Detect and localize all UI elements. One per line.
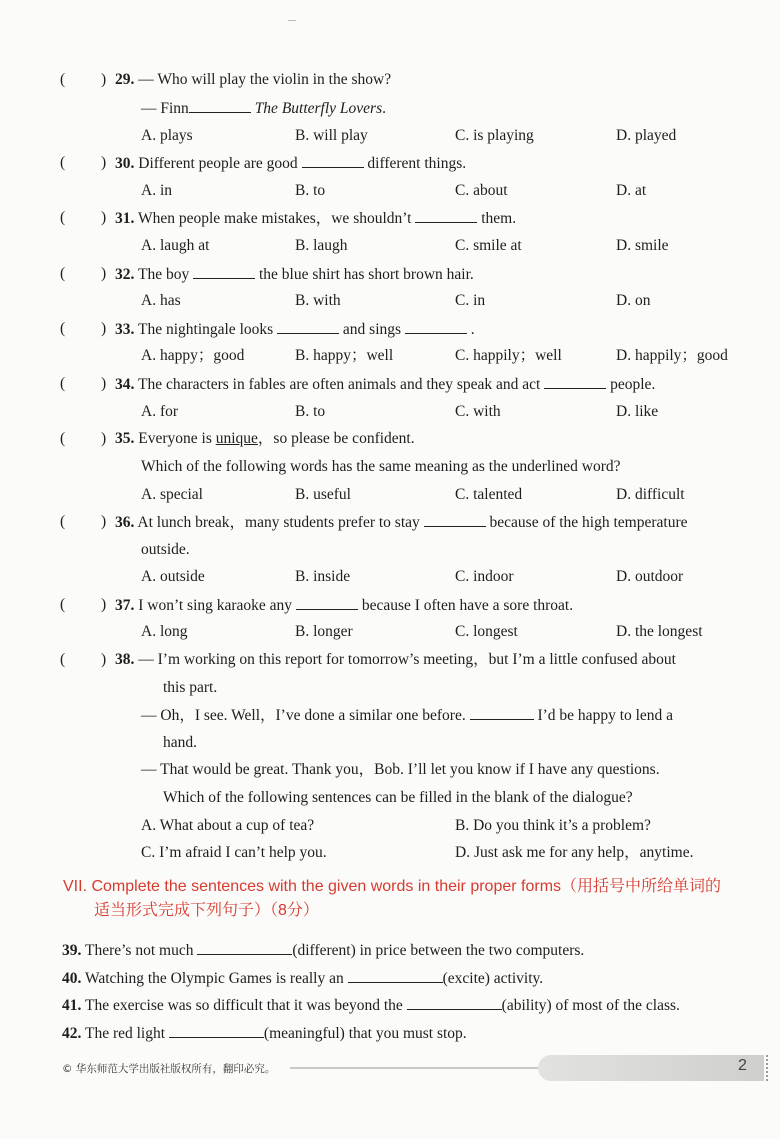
question-number: 39. — [62, 942, 82, 959]
question-number: 32. — [115, 266, 135, 283]
section-heading-line2: 适当形式完成下列句子）（8分） — [94, 902, 319, 919]
answer-paren-open: ( — [60, 430, 66, 447]
question-stem-end: because I often have a sore throat. — [361, 597, 574, 614]
answer-paren-open: ( — [60, 375, 66, 392]
option-d: D. Just ask me for any help，anytime. — [455, 844, 694, 861]
answer-blank — [296, 595, 358, 610]
answer-paren-close: ) — [101, 265, 107, 282]
answer-blank — [277, 319, 339, 334]
option-a: A. outside — [141, 568, 205, 585]
question-number: 41. — [62, 997, 82, 1014]
page-edge-dots — [766, 1055, 772, 1081]
option-c: C. in — [455, 292, 486, 309]
sentence-start: The exercise was so difficult that it was beyond the — [84, 997, 403, 1014]
section-heading-line1: VII. Complete the sentences with the given words in their proper forms（用括号中所给单词的 — [63, 878, 722, 895]
question-number: 30. — [115, 155, 135, 172]
sentence-start: The red light — [84, 1025, 166, 1042]
dialogue-line: — Oh，I see. Well，I’ve done a similar one before. — [141, 707, 466, 724]
answer-paren-close: ) — [101, 209, 107, 226]
answer-paren-open: ( — [60, 513, 66, 530]
question-stem-end: ，so please be confident. — [257, 430, 415, 447]
question-stem-mid: and sings — [342, 321, 402, 338]
option-a: A. long — [141, 623, 188, 640]
answer-paren-close: ) — [101, 320, 107, 337]
answer-paren-open: ( — [60, 651, 66, 668]
question-stem: Different people are good — [138, 155, 298, 172]
option-c: C. talented — [455, 486, 523, 503]
question-stem: The boy — [137, 266, 190, 283]
answer-blank — [189, 98, 251, 113]
question-stem-end: because of the high temperature — [489, 514, 688, 531]
option-b: B. to — [295, 403, 326, 420]
option-b: B. laugh — [295, 237, 348, 254]
dialogue-line: — That would be great. Thank you，Bob. I’ll let you know if I have any questions. — [141, 761, 660, 778]
question-stem: I won’t sing karaoke any — [138, 597, 293, 614]
answer-paren-close: ) — [101, 71, 107, 88]
question-number: 34. — [115, 376, 135, 393]
dialogue-line-end: I’d be happy to lend a — [537, 707, 674, 724]
answer-paren-close: ) — [101, 375, 107, 392]
option-c: C. indoor — [455, 568, 514, 585]
question-number: 36. — [115, 514, 135, 531]
option-b: B. to — [295, 182, 326, 199]
answer-blank — [405, 319, 467, 334]
question-stem-end: them. — [481, 210, 517, 227]
option-a: A. happy；good — [141, 347, 245, 364]
answer-paren-close: ) — [101, 596, 107, 613]
option-d: D. happily；good — [616, 347, 728, 364]
question-stem-end: different things. — [367, 155, 467, 172]
option-d: D. difficult — [616, 486, 685, 503]
option-d: D. smile — [616, 237, 669, 254]
copyright-notice: © 华东师范大学出版社版权所有，翻印必究。 — [62, 1063, 276, 1075]
option-a: A. What about a cup of tea? — [141, 817, 315, 834]
underlined-word: unique — [215, 430, 258, 447]
answer-blank — [302, 153, 364, 168]
option-b: B. will play — [295, 127, 368, 144]
answer-paren-open: ( — [60, 154, 66, 171]
page-number: 2 — [738, 1057, 747, 1074]
dialogue-speaker: — Finn — [141, 100, 189, 117]
option-b: B. longer — [295, 623, 353, 640]
option-d: D. outdoor — [616, 568, 684, 585]
question-stem: When people make mistakes，we shouldn’t — [137, 210, 412, 227]
scan-mark — [288, 20, 296, 21]
title-italic: The Butterfly Lovers — [254, 100, 383, 117]
dialogue-line-wrap: this part. — [163, 679, 218, 696]
option-d: D. at — [616, 182, 647, 199]
section-heading — [63, 875, 762, 923]
option-c: C. with — [455, 403, 501, 420]
answer-blank — [193, 264, 255, 279]
answer-paren-close: ) — [101, 430, 107, 447]
question-number: 35. — [115, 430, 135, 447]
option-a: A. has — [141, 292, 181, 309]
answer-blank — [415, 208, 477, 223]
option-b: B. useful — [295, 486, 351, 503]
sentence-end: (different) in price between the two computers. — [292, 942, 585, 959]
sentence-end: (ability) of most of the class. — [501, 997, 680, 1014]
option-b: B. Do you think it’s a problem? — [455, 817, 651, 834]
option-a: A. plays — [141, 127, 193, 144]
option-c: C. longest — [455, 623, 518, 640]
question-number: 42. — [62, 1025, 82, 1042]
option-b: B. with — [295, 292, 341, 309]
sentence-end: (excite) activity. — [442, 970, 544, 987]
question-number: 40. — [62, 970, 82, 987]
question-stem: At lunch break，many students prefer to stay — [137, 514, 420, 531]
question-stem-wrap: outside. — [141, 541, 190, 558]
option-c: C. smile at — [455, 237, 522, 254]
answer-paren-open: ( — [60, 209, 66, 226]
period: . — [470, 321, 475, 338]
option-a: A. in — [141, 182, 172, 199]
option-c: C. happily；well — [455, 347, 562, 364]
option-a: A. laugh at — [141, 237, 210, 254]
option-c: C. is playing — [455, 127, 534, 144]
sentence-start: There’s not much — [84, 942, 194, 959]
option-b: B. happy；well — [295, 347, 394, 364]
question-number: 33. — [115, 321, 135, 338]
option-b: B. inside — [295, 568, 351, 585]
answer-paren-open: ( — [60, 596, 66, 613]
question-stem-end: the blue shirt has short brown hair. — [258, 266, 474, 283]
option-c: C. I’m afraid I can’t help you. — [141, 844, 327, 861]
question-number: 29. — [115, 71, 135, 88]
answer-paren-close: ) — [101, 513, 107, 530]
option-d: D. played — [616, 127, 677, 144]
answer-paren-close: ) — [101, 154, 107, 171]
question-stem: — Who will play the violin in the show? — [138, 71, 392, 88]
question-stem-end: people. — [610, 376, 656, 393]
answer-blank — [169, 1023, 264, 1038]
question-number: 31. — [115, 210, 135, 227]
answer-paren-close: ) — [101, 651, 107, 668]
answer-blank — [348, 968, 443, 983]
footer-divider — [290, 1067, 540, 1069]
question-prompt: Which of the following words has the same meaning as the underlined word? — [141, 458, 621, 475]
answer-blank — [470, 705, 534, 720]
page-number-tab — [538, 1055, 764, 1081]
answer-paren-open: ( — [60, 265, 66, 282]
period: . — [382, 100, 386, 117]
question-number: 37. — [115, 597, 135, 614]
option-d: D. the longest — [616, 623, 703, 640]
option-a: A. special — [141, 486, 203, 503]
question-stem: The nightingale looks — [137, 321, 274, 338]
option-c: C. about — [455, 182, 508, 199]
question-prompt: Which of the following sentences can be filled in the blank of the dialogue? — [163, 789, 633, 806]
question-number: 38. — [115, 651, 135, 668]
option-a: A. for — [141, 403, 179, 420]
answer-blank — [544, 374, 606, 389]
answer-paren-open: ( — [60, 320, 66, 337]
answer-blank — [407, 995, 502, 1010]
answer-blank — [424, 512, 486, 527]
option-d: D. like — [616, 403, 659, 420]
dialogue-line-wrap: hand. — [163, 734, 198, 751]
question-stem: Everyone is — [138, 430, 212, 447]
answer-paren-open: ( — [60, 71, 66, 88]
dialogue-line: — I’m working on this report for tomorrow’s meeting，but I’m a little confused about — [138, 651, 676, 668]
question-stem: The characters in fables are often animals and they speak and act — [137, 376, 541, 393]
sentence-start: Watching the Olympic Games is really an — [84, 970, 344, 987]
answer-blank — [197, 940, 292, 955]
sentence-end: (meaningful) that you must stop. — [263, 1025, 467, 1042]
option-d: D. on — [616, 292, 651, 309]
